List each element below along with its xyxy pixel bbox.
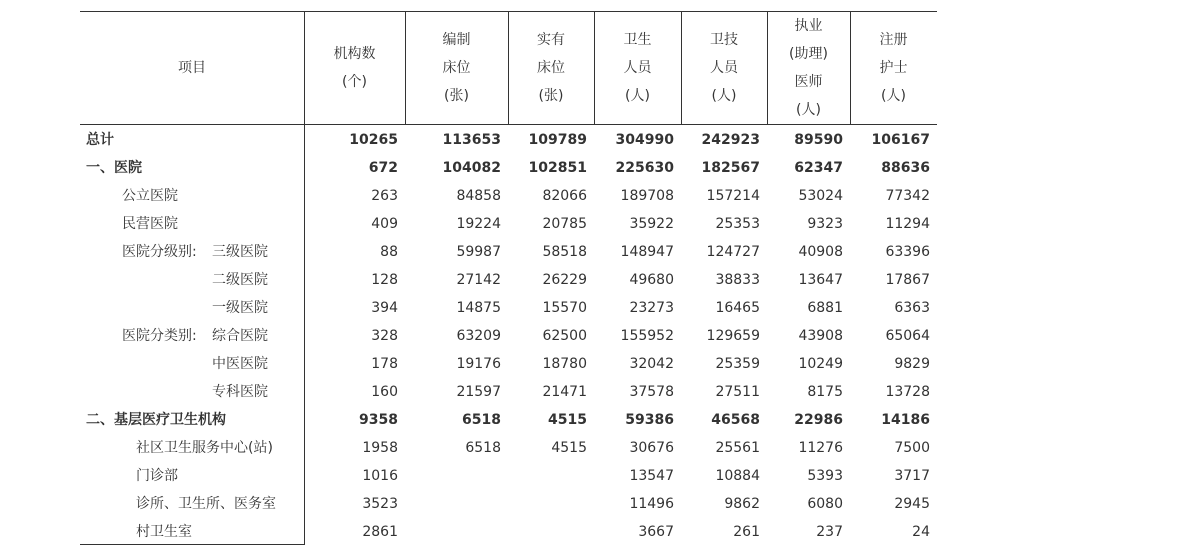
row-value: 8175 xyxy=(807,384,843,400)
header-col-3 xyxy=(594,12,681,124)
row-value: 1958 xyxy=(362,440,398,456)
row-value: 18780 xyxy=(542,356,587,372)
row-value: 129659 xyxy=(706,328,760,344)
row-label: 总计 xyxy=(86,132,114,148)
row-value: 6518 xyxy=(462,412,501,428)
row-value: 40908 xyxy=(798,244,843,260)
row-value: 672 xyxy=(368,160,398,176)
row-value: 62500 xyxy=(542,328,587,344)
row-value: 10249 xyxy=(798,356,843,372)
header-col-line: (人) xyxy=(881,88,906,104)
header-col-line: 卫生 xyxy=(623,32,652,48)
header-column-divider xyxy=(681,12,682,125)
row-label: 专科医院 xyxy=(212,384,268,400)
row-value: 63209 xyxy=(456,328,501,344)
header-column-divider xyxy=(405,12,406,125)
header-col-line: 床位 xyxy=(537,60,565,76)
row-value: 128 xyxy=(371,272,398,288)
row-value: 9323 xyxy=(807,216,843,232)
row-value: 9829 xyxy=(894,356,930,372)
table-row xyxy=(80,266,937,294)
row-value: 35922 xyxy=(629,216,674,232)
row-value: 304990 xyxy=(615,132,674,148)
row-value: 27511 xyxy=(715,384,760,400)
row-value: 155952 xyxy=(620,328,674,344)
row-label: 门诊部 xyxy=(136,468,178,484)
table-row xyxy=(80,210,937,238)
table-row xyxy=(80,238,937,266)
header-col-line: (助理) xyxy=(789,46,828,62)
row-label: 中医医院 xyxy=(212,356,268,372)
header-col-line: 卫技 xyxy=(710,32,738,48)
row-value: 20785 xyxy=(542,216,587,232)
row-value: 7500 xyxy=(894,440,930,456)
table-row xyxy=(80,490,937,518)
row-value: 6518 xyxy=(465,440,501,456)
row-value: 88636 xyxy=(881,160,930,176)
header-col-4 xyxy=(681,12,767,124)
table-row xyxy=(80,518,937,546)
header-col-line: 注册 xyxy=(879,32,908,48)
row-value: 25353 xyxy=(715,216,760,232)
row-value: 65064 xyxy=(885,328,930,344)
row-value: 102851 xyxy=(528,160,587,176)
row-value: 6881 xyxy=(807,300,843,316)
item-column-divider xyxy=(304,12,305,545)
row-value: 15570 xyxy=(542,300,587,316)
row-value: 242923 xyxy=(701,132,760,148)
header-column-divider xyxy=(508,12,509,125)
table-row xyxy=(80,182,937,210)
row-value: 63396 xyxy=(885,244,930,260)
row-value: 9358 xyxy=(359,412,398,428)
row-value: 6080 xyxy=(807,496,843,512)
header-col-1 xyxy=(405,12,508,124)
row-value: 328 xyxy=(371,328,398,344)
row-value: 32042 xyxy=(629,356,674,372)
row-value: 59386 xyxy=(625,412,674,428)
header-col-2 xyxy=(508,12,594,124)
row-value: 11496 xyxy=(629,496,674,512)
row-value: 89590 xyxy=(794,132,843,148)
header-col-line: (张) xyxy=(444,88,469,104)
row-value: 106167 xyxy=(871,132,930,148)
row-value: 23273 xyxy=(629,300,674,316)
header-col-line: 护士 xyxy=(879,60,908,76)
row-label: 民营医院 xyxy=(122,216,178,232)
table-row xyxy=(80,322,937,350)
row-value: 124727 xyxy=(706,244,760,260)
row-value: 10884 xyxy=(715,468,760,484)
header-column-divider xyxy=(594,12,595,125)
row-value: 225630 xyxy=(615,160,674,176)
row-value: 26229 xyxy=(542,272,587,288)
row-value: 46568 xyxy=(711,412,760,428)
table-row xyxy=(80,294,937,322)
row-value: 22986 xyxy=(794,412,843,428)
row-value: 13547 xyxy=(629,468,674,484)
header-col-line: (张) xyxy=(538,88,564,104)
row-value: 10265 xyxy=(349,132,398,148)
row-value: 160 xyxy=(371,384,398,400)
row-group-prefix: 医院分级别: xyxy=(122,244,197,260)
row-value: 58518 xyxy=(542,244,587,260)
row-value: 5393 xyxy=(807,468,843,484)
row-value: 19224 xyxy=(456,216,501,232)
row-value: 19176 xyxy=(456,356,501,372)
row-label: 诊所、卫生所、医务室 xyxy=(136,496,276,512)
row-value: 263 xyxy=(371,188,398,204)
row-value: 27142 xyxy=(456,272,501,288)
header-col-line: 医师 xyxy=(794,74,823,90)
row-label: 一、医院 xyxy=(86,160,142,176)
row-value: 13728 xyxy=(885,384,930,400)
header-col-line: (人) xyxy=(796,102,821,118)
row-value: 84858 xyxy=(456,188,501,204)
row-value: 59987 xyxy=(456,244,501,260)
header-col-line: (个) xyxy=(342,74,367,90)
row-value: 77342 xyxy=(885,188,930,204)
row-label: 二级医院 xyxy=(212,272,268,288)
header-col-line: 机构数 xyxy=(333,46,376,62)
row-label: 村卫生室 xyxy=(136,524,192,540)
header-column-divider xyxy=(767,12,768,125)
row-value: 189708 xyxy=(620,188,674,204)
row-value: 37578 xyxy=(629,384,674,400)
row-label: 公立医院 xyxy=(122,188,178,204)
row-value: 21471 xyxy=(542,384,587,400)
row-value: 16465 xyxy=(715,300,760,316)
row-value: 53024 xyxy=(798,188,843,204)
row-value: 113653 xyxy=(442,132,501,148)
header-col-line: 床位 xyxy=(442,60,471,76)
row-value: 1016 xyxy=(362,468,398,484)
table-row xyxy=(80,154,937,182)
row-label: 二、基层医疗卫生机构 xyxy=(86,412,226,428)
row-value: 148947 xyxy=(620,244,674,260)
header-col-line: 人员 xyxy=(623,60,652,76)
header-col-line: 实有 xyxy=(537,32,565,48)
row-value: 104082 xyxy=(442,160,501,176)
row-value: 62347 xyxy=(794,160,843,176)
row-value: 109789 xyxy=(528,132,587,148)
row-value: 21597 xyxy=(456,384,501,400)
header-col-line: (人) xyxy=(625,88,650,104)
row-value: 182567 xyxy=(701,160,760,176)
table-row xyxy=(80,434,937,462)
row-value: 49680 xyxy=(629,272,674,288)
row-value: 409 xyxy=(371,216,398,232)
header-item: 项目 xyxy=(178,60,206,76)
row-label: 三级医院 xyxy=(212,244,268,260)
row-label: 一级医院 xyxy=(212,300,268,316)
header-col-5 xyxy=(767,12,850,124)
row-value: 2861 xyxy=(362,524,398,540)
row-value: 11276 xyxy=(798,440,843,456)
row-value: 24 xyxy=(912,524,930,540)
header-col-0 xyxy=(304,12,405,124)
row-value: 394 xyxy=(371,300,398,316)
row-value: 157214 xyxy=(706,188,760,204)
row-value: 38833 xyxy=(715,272,760,288)
row-value: 237 xyxy=(816,524,843,540)
row-value: 25561 xyxy=(715,440,760,456)
row-label: 综合医院 xyxy=(212,328,268,344)
header-col-line: 编制 xyxy=(442,32,471,48)
statistics-table xyxy=(80,0,937,545)
row-group-prefix: 医院分类别: xyxy=(122,328,197,344)
row-value: 88 xyxy=(380,244,398,260)
row-value: 6363 xyxy=(894,300,930,316)
row-value: 9862 xyxy=(724,496,760,512)
row-value: 4515 xyxy=(551,440,587,456)
row-value: 3667 xyxy=(638,524,674,540)
row-value: 3523 xyxy=(362,496,398,512)
row-value: 82066 xyxy=(542,188,587,204)
row-value: 30676 xyxy=(629,440,674,456)
header-col-6 xyxy=(850,12,937,124)
header-column-divider xyxy=(850,12,851,125)
row-value: 261 xyxy=(733,524,760,540)
header-col-line: 执业 xyxy=(794,18,823,34)
row-value: 25359 xyxy=(715,356,760,372)
table-row xyxy=(80,406,937,434)
row-label: 社区卫生服务中心(站) xyxy=(136,440,273,456)
table-row xyxy=(80,462,937,490)
header-col-line: 人员 xyxy=(710,60,738,76)
row-value: 43908 xyxy=(798,328,843,344)
header-col-line: (人) xyxy=(711,88,737,104)
row-value: 178 xyxy=(371,356,398,372)
row-value: 14186 xyxy=(881,412,930,428)
table-row xyxy=(80,378,937,406)
row-value: 4515 xyxy=(548,412,587,428)
row-value: 13647 xyxy=(798,272,843,288)
row-value: 2945 xyxy=(894,496,930,512)
row-value: 14875 xyxy=(456,300,501,316)
row-value: 17867 xyxy=(885,272,930,288)
row-value: 11294 xyxy=(885,216,930,232)
table-row xyxy=(80,126,937,154)
row-value: 3717 xyxy=(894,468,930,484)
table-row xyxy=(80,350,937,378)
